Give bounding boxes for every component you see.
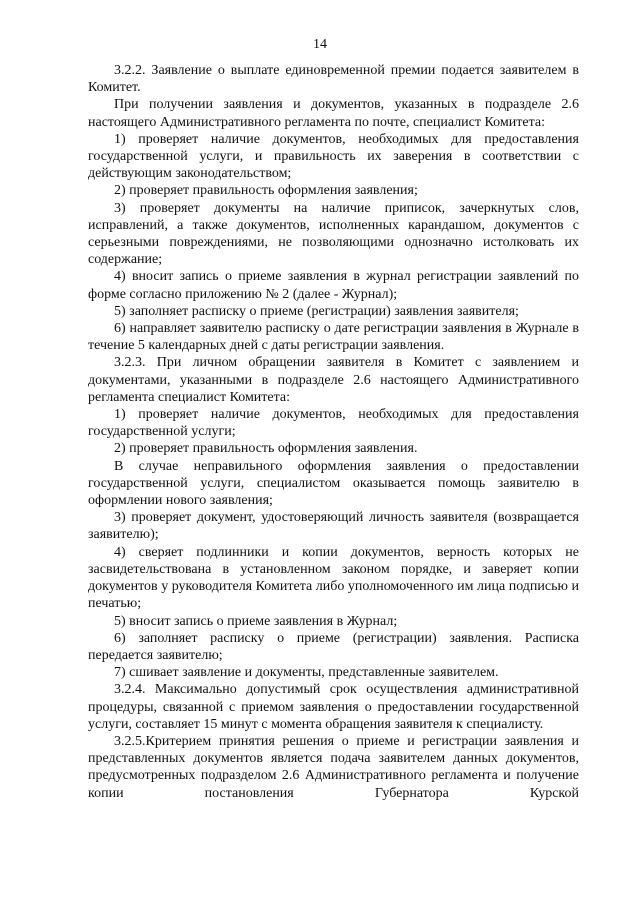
paragraph: 3) проверяет документы на наличие приписок, зачеркнутых слов, исправлений, а также документов, исполненных карандашом, документов с серьезными повреждениями, не позволяющими однозначно истолковать их содержание;	[88, 200, 579, 268]
paragraph: 2) проверяет правильность оформления заявления.	[114, 441, 418, 457]
paragraph: 3) проверяет документ, удостоверяющий личность заявителя (возвращается заявителю);	[88, 510, 579, 543]
paragraph: 3.2.4. Максимально допустимый срок осуществления административной процедуры, связанной с приемом заявления о предоставлении государственной услуги, составляет 15 минут с момента обращения заявителя к специалисту.	[88, 682, 579, 732]
paragraph: 4) вносит запись о приеме заявления в журнал регистрации заявлений по форме согласно приложению № 2 (далее - Журнал);	[88, 269, 579, 302]
paragraph: 1) проверяет наличие документов, необходимых для предоставления государственной услуги, и правильность их заверения в соответствии с действующим законодательством;	[88, 131, 579, 182]
paragraph: 1) проверяет наличие документов, необходимых для предоставления государственной услуги;	[88, 407, 579, 440]
page-number: 14	[313, 37, 327, 52]
paragraph: 5) заполняет расписку о приеме (регистрации) заявления заявителя;	[114, 303, 519, 319]
paragraph: 6) заполняет расписку о приеме (регистрации) заявления. Расписка передается заявителю;	[88, 630, 579, 663]
paragraph: В случае неправильного оформления заявления о предоставлении государственной услуги, специалистом оказывается помощь заявителю в оформлении нового заявления;	[88, 458, 579, 509]
paragraph: 3.2.3. При личном обращении заявителя в Комитет с заявлением и документами, указанными в подразделе 2.6 настоящего Административного регламента специалист Комитета:	[88, 355, 579, 405]
paragraph: 3.2.2. Заявление о выплате единовременной премии подается заявителем в Комитет.	[88, 63, 579, 96]
document-body	[88, 62, 579, 802]
paragraph: 6) направляет заявителю расписку о дате регистрации заявления в Журнале в течение 5 календарных дней с даты регистрации заявления.	[88, 321, 579, 354]
paragraph: При получении заявления и документов, указанных в подразделе 2.6 настоящего Административного регламента по почте, специалист Комитета:	[88, 97, 579, 130]
paragraph: 2) проверяет правильность оформления заявления;	[114, 183, 418, 199]
paragraph: 7) сшивает заявление и документы, представленные заявителем.	[114, 665, 499, 681]
paragraph: 5) вносит запись о приеме заявления в Журнал;	[114, 613, 398, 629]
paragraph: 4) сверяет подлинники и копии документов, верность которых не засвидетельствована в установленном законом порядке, и заверяет копии документов у руководителя Комитета либо уполномоченного им лица подписью и печатью;	[88, 544, 579, 612]
paragraph: 3.2.5.Критерием принятия решения о приеме и регистрации заявления и представленных документов является подача заявителем данных документов, предусмотренных подразделом 2.6 Административного регламента и получение копии постановления Губернатора Курской	[88, 733, 579, 801]
